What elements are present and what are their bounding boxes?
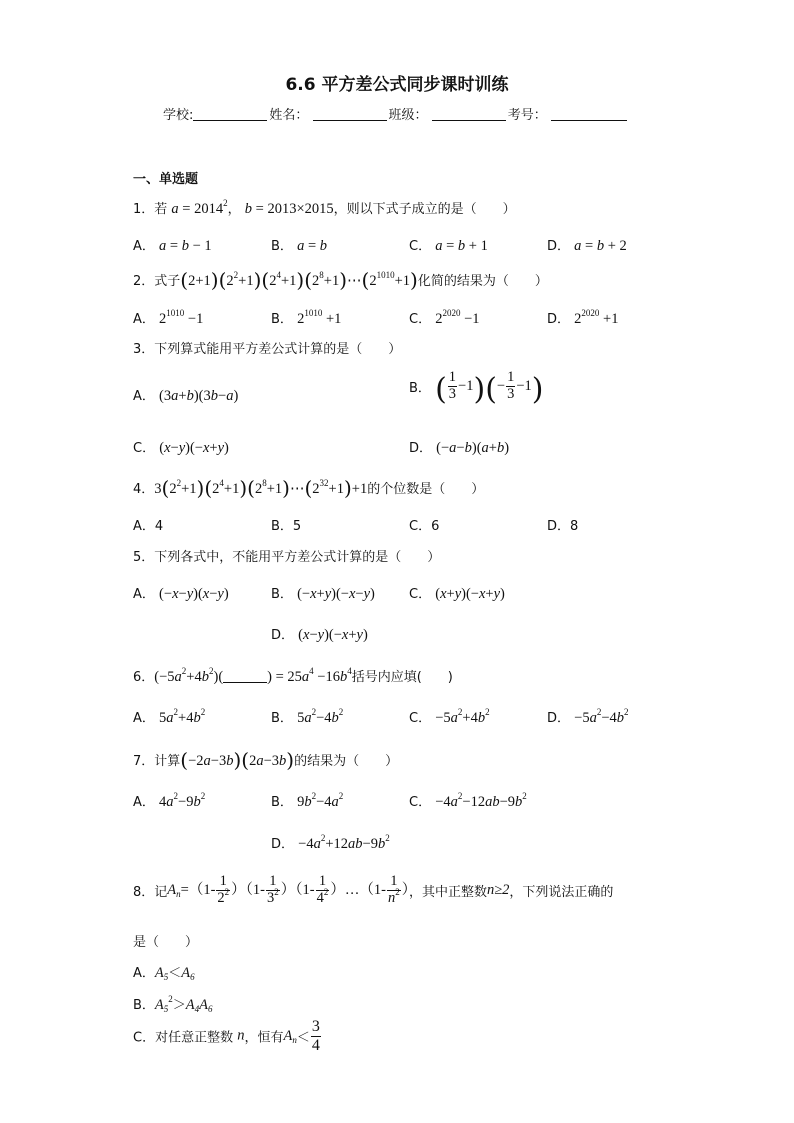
q1-option-b[interactable]: B． a = b bbox=[271, 238, 327, 254]
question-7: 7．计算(−2a−3b)(2a−3b)的结果为（ ） bbox=[133, 748, 399, 772]
q8-option-c[interactable]: C．对任意正整数 n，恒有$A_n<$ $\frac{3}{4}$ bbox=[133, 1018, 320, 1054]
number-blank[interactable] bbox=[551, 107, 627, 121]
question-5: 5．下列各式中，不能用平方差公式计算的是（ ） bbox=[133, 550, 441, 565]
q2-option-c[interactable]: C． $2^{2020} -1$ bbox=[409, 308, 480, 327]
q5-option-b[interactable]: B． (−x+y)(−x−y) bbox=[271, 586, 375, 602]
q8-option-b[interactable]: B．$A_5^2>A_4A_6$ bbox=[133, 994, 213, 1014]
q3-option-b[interactable]: B． ( $\frac{1}{3}$ −1)(− $\frac{1}{3}$ −1) bbox=[409, 369, 544, 407]
q8-option-a[interactable]: A．$A_5<A_6$ bbox=[133, 965, 195, 982]
q1-option-d[interactable]: D． a = b + 2 bbox=[547, 238, 627, 254]
answer-blank[interactable] bbox=[223, 670, 267, 683]
number-label: 考号： bbox=[507, 108, 547, 123]
page-title: 6.6 平方差公式同步课时训练 bbox=[285, 75, 509, 95]
question-6: 6．$(-5a^2+4b^2)$( ) = $25a^4 -16b^4$括号内应填( ) bbox=[133, 666, 453, 685]
q4-option-d[interactable]: D．8 bbox=[547, 519, 579, 534]
q6-option-d[interactable]: D． $-5a^2-4b^2$ bbox=[547, 707, 629, 726]
q5-option-a[interactable]: A． (−x−y)(x−y) bbox=[133, 586, 229, 602]
q6-option-c[interactable]: C． $-5a^2+4b^2$ bbox=[409, 707, 490, 726]
q6-option-b[interactable]: B． $5a^2-4b^2$ bbox=[271, 707, 344, 726]
q5-option-c[interactable]: C． (x+y)(−x+y) bbox=[409, 586, 505, 602]
q7-option-c[interactable]: C． $-4a^2-12ab-9b^2$ bbox=[409, 791, 527, 810]
q3-option-c[interactable]: C． (x−y)(−x+y) bbox=[133, 440, 229, 456]
q4-option-c[interactable]: C．6 bbox=[409, 519, 440, 534]
q4-option-a[interactable]: A．4 bbox=[133, 519, 164, 534]
question-4: 4．$3(2^2+1)(2^4+1)(2^8+1)\cdots(2^{32}+1)+1$的个位数是（ ） bbox=[133, 476, 485, 500]
question-1: 1．若 $a = 2014^2$， b = 2013×2015，则以下式子成立的是（ ） bbox=[133, 198, 516, 217]
class-label: 班级： bbox=[388, 108, 428, 123]
q6-option-a[interactable]: A． $5a^2+4b^2$ bbox=[133, 707, 206, 726]
section-heading: 一、单选题 bbox=[133, 172, 199, 187]
student-info-line bbox=[163, 104, 629, 123]
q3-option-d[interactable]: D． (−a−b)(a+b) bbox=[409, 440, 510, 456]
q5-option-d[interactable]: D． (x−y)(−x+y) bbox=[271, 627, 368, 643]
class-blank[interactable] bbox=[432, 107, 506, 121]
school-blank[interactable] bbox=[193, 107, 267, 121]
q2-option-a[interactable]: A． $2^{1010} -1$ bbox=[133, 308, 204, 327]
q7-option-d[interactable]: D． $-4a^2+12ab-9b^2$ bbox=[271, 833, 390, 852]
q2-option-b[interactable]: B． $2^{1010} +1$ bbox=[271, 308, 342, 327]
question-2: 2．式子$(2+1)(2^2+1)(2^4+1)(2^8+1)\cdots(2^{1010}+1)$化简的结果为（ ） bbox=[133, 268, 548, 292]
school-label: 学校: bbox=[163, 108, 194, 123]
q4-option-b[interactable]: B．5 bbox=[271, 519, 302, 534]
name-label: 姓名： bbox=[269, 108, 309, 123]
q1-option-a[interactable]: A． a = b − 1 bbox=[133, 238, 212, 254]
q1-option-c[interactable]: C． a = b + 1 bbox=[409, 238, 488, 254]
q2-option-d[interactable]: D． $2^{2020} +1$ bbox=[547, 308, 619, 327]
question-3: 3．下列算式能用平方差公式计算的是（ ） bbox=[133, 342, 402, 357]
q7-option-a[interactable]: A． $4a^2-9b^2$ bbox=[133, 791, 206, 810]
question-8-continued: 是（ ） bbox=[133, 935, 199, 950]
q3-option-a[interactable]: A． (3a+b)(3b−a) bbox=[133, 388, 239, 404]
name-blank[interactable] bbox=[313, 107, 387, 121]
question-8: 8．记$A_n=(1-$ $\frac{1}{2^2}$ ）（1- $\frac{1}{3^2}$ ）（1- $\frac{1}{4^2}$ ）…（1- $\frac{1}{n^2}$ ），其中正整数n≥2，下列说法正确的 bbox=[133, 873, 614, 906]
q7-option-b[interactable]: B． $9b^2-4a^2$ bbox=[271, 791, 344, 810]
